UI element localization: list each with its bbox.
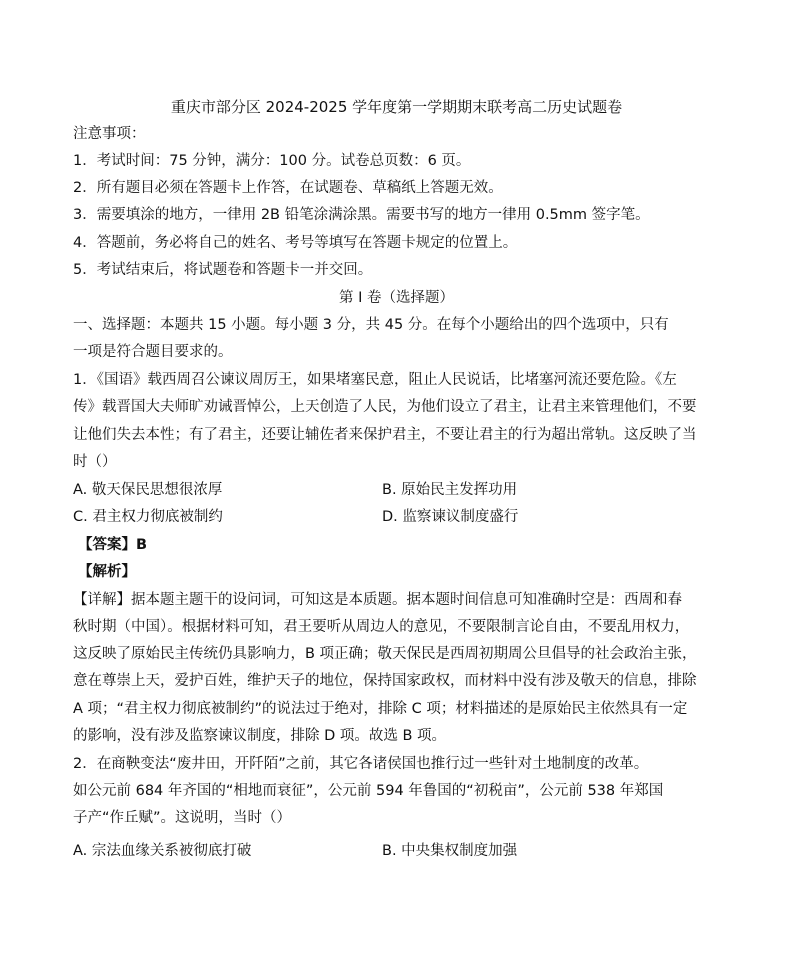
q1-detail: A 项；“君主权力彻底被制约”的说法过于绝对，排除 C 项；材料描述的是原始民主依然具有一定 [73,701,688,717]
q1-option-b: B. 原始民主发挥功用 [382,482,518,498]
q1-detail: 秋时期（中国）。根据材料可知，君王要听从周边人的意见，不要限制言论自由，不要乱用权力， [73,619,690,635]
section-intro: 一项是符合题目要求的。 [73,344,233,360]
q2-option-a: A. 宗法血缘关系被彻底打破 [73,843,252,859]
q1-stem: 1．《国语》载西周召公谏议周厉王，如果堵塞民意，阻止人民说话，比堵塞河流还要危险。《左 [73,372,677,388]
q1-analysis-label: 【解析】 [78,564,136,580]
q1-stem: 时（） [73,454,117,470]
q2-stem: 子产“作丘赋”。这说明，当时（） [73,810,292,826]
q1-option-a: A. 敬天保民思想很浓厚 [73,482,223,498]
q1-detail: 这反映了原始民主传统仍具影响力，B 项正确；敬天保民是西周初期周公旦倡导的社会政治主张， [73,646,697,662]
q1-stem: 让他们失去本性；有了君主，还要让辅佐者来保护君主，不要让君主的行为超出常轨。这反映了当 [73,427,697,443]
q1-option-c: C. 君主权力彻底被制约 [73,509,223,525]
q1-detail: 【详解】据本题主题干的设问词，可知这是本质题。据本题时间信息可知准确时空是：西周和春 [73,592,682,608]
notice-heading: 注意事项： [73,126,146,142]
page-title: 重庆市部分区 2024-2025 学年度第一学期期末联考高二历史试题卷 [170,98,623,116]
section-title: 第 I 卷（选择题） [339,290,454,306]
q2-stem: 如公元前 684 年齐国的“相地而衰征”，公元前 594 年鲁国的“初税亩”，公元前 538 年郑国 [73,783,664,799]
notice-item: 1．考试时间：75 分钟，满分：100 分。试卷总页数：6 页。 [73,153,471,169]
q1-detail: 的影响，没有涉及监察谏议制度，排除 D 项。故选 B 项。 [73,728,447,744]
q2-option-b: B. 中央集权制度加强 [382,843,518,859]
q2-stem: 2．在商鞅变法“废井田，开阡陌”之前，其它各诸侯国也推行过一些针对土地制度的改革。 [73,756,649,772]
q1-stem: 传》载晋国大夫师旷劝诫晋悼公，上天创造了人民，为他们设立了君主，让君主来管理他们，不要 [73,399,697,415]
notice-item: 2．所有题目必须在答题卡上作答，在试题卷、草稿纸上答题无效。 [73,180,503,196]
q1-option-d: D. 监察谏议制度盛行 [382,509,519,525]
notice-item: 5．考试结束后，将试题卷和答题卡一并交回。 [73,262,373,278]
q1-detail: 意在尊崇上天，爱护百姓，维护天子的地位，保持国家政权，而材料中没有涉及敬天的信息，排除 [73,673,697,689]
section-intro: 一、选择题：本题共 15 小题。每小题 3 分，共 45 分。在每个小题给出的四个选项中，只有 [73,317,669,333]
notice-item: 3．需要填涂的地方，一律用 2B 铅笔涂满涂黑。需要书写的地方一律用 0.5mm 签字笔。 [73,207,650,223]
notice-item: 4．答题前，务必将自己的姓名、考号等填写在答题卡规定的位置上。 [73,235,518,251]
q1-answer: 【答案】B [78,537,148,553]
